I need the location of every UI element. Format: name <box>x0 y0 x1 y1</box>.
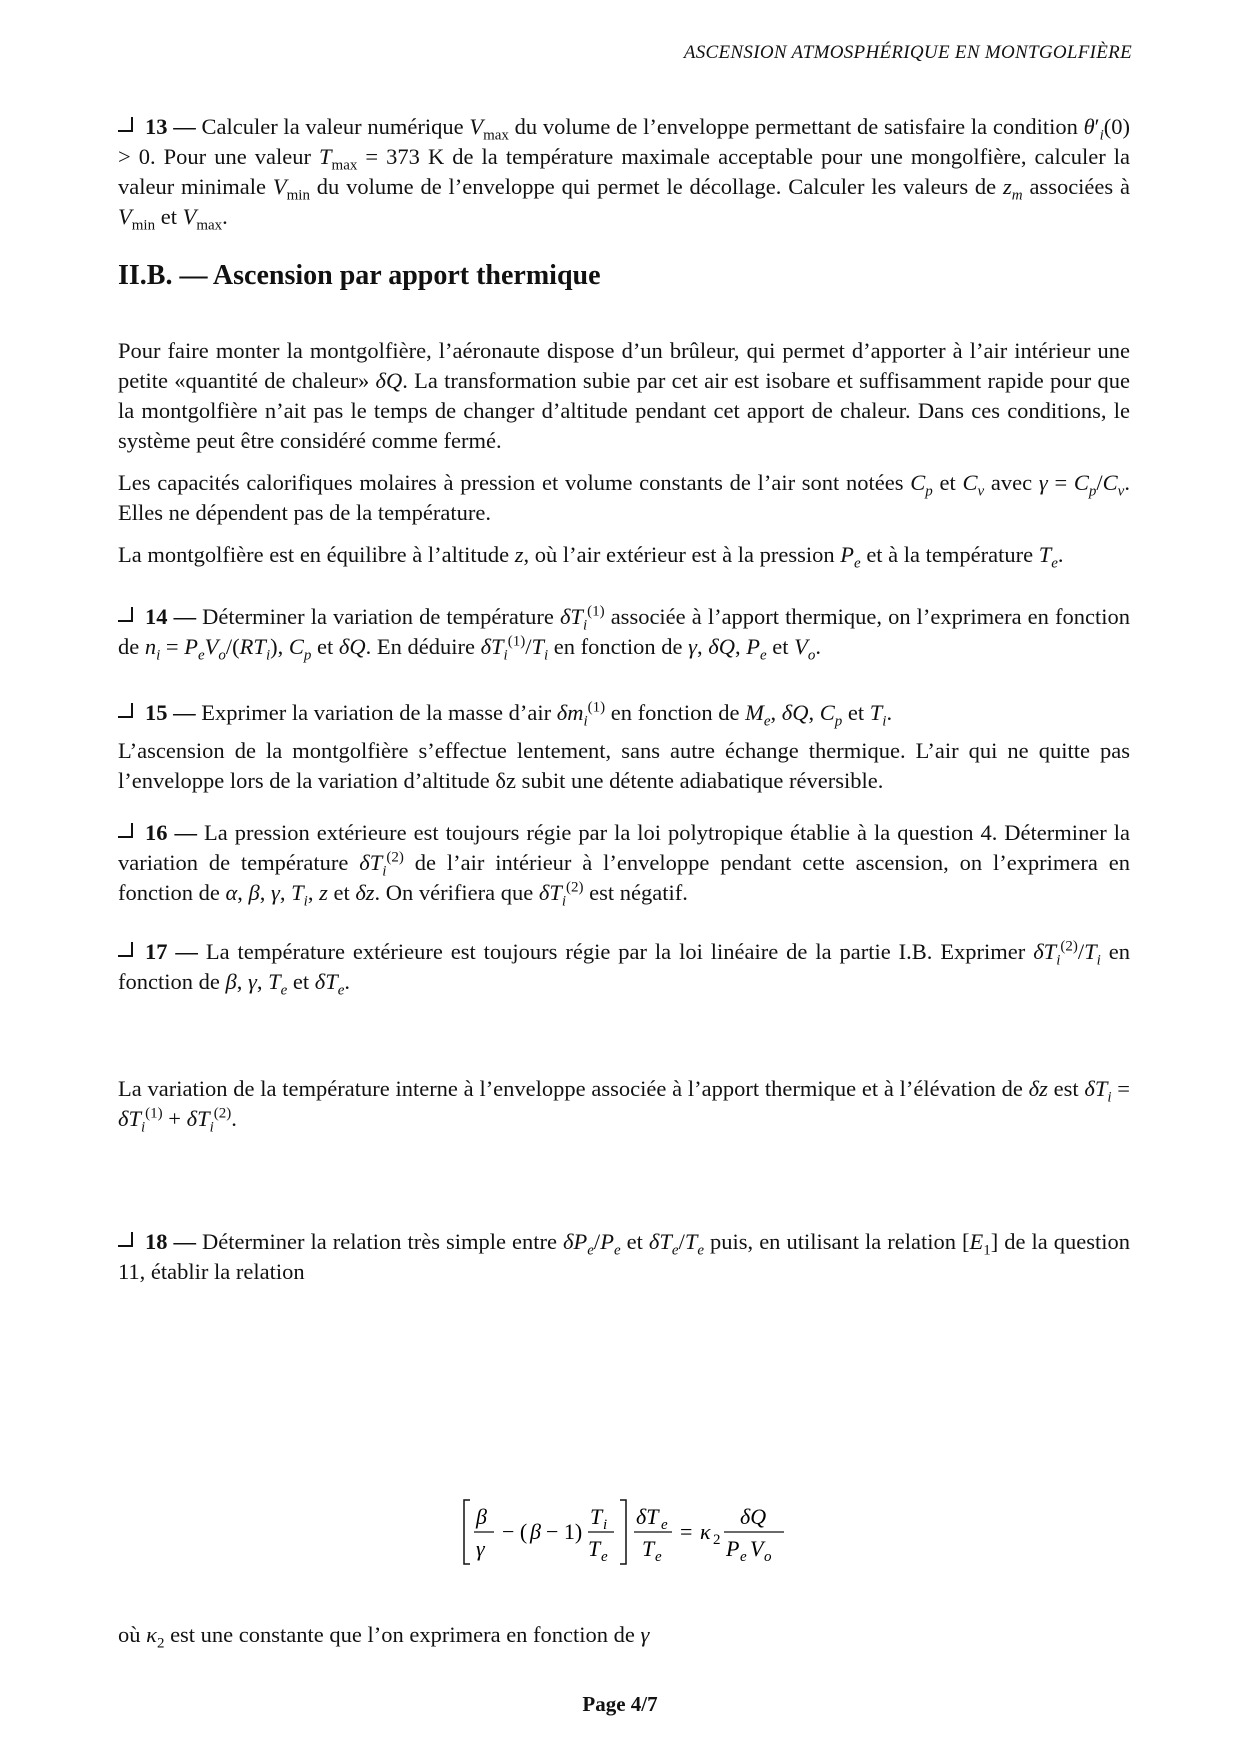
question-16 <box>118 818 1130 908</box>
svg-text:− (: − ( <box>502 1519 528 1544</box>
page-number: Page 4/7 <box>582 1692 658 1716</box>
svg-text:P: P <box>726 1536 740 1561</box>
question-17 <box>118 937 1130 997</box>
q16-text: 16 — La pression extérieure est toujours régie par la loi polytropique établie à la question 4. Déterminer la variation de température $\delta T_i^{(2)}$ de l’air intérieur à l’enveloppe pendant cette ascension, on l’exprimera en fonction de α, β, γ, $T_i$, z et δz. On vérifiera que $\delta T_i^{(2)}$ est négatif. <box>118 820 1130 910</box>
question-15 <box>118 698 1130 796</box>
question-13 <box>118 112 1130 232</box>
svg-text:T: T <box>590 1504 603 1529</box>
formula-relation <box>462 1492 802 1572</box>
svg-text:γ: γ <box>476 1536 485 1561</box>
svg-text:i: i <box>603 1517 608 1533</box>
section-title: II.B. — Ascension par apport thermique <box>118 260 601 291</box>
question-18 <box>118 1227 1130 1287</box>
q14-text: 14 — Déterminer la variation de température $\delta T_i^{(1)}$ associée à l’apport thermique, on l’exprimera en fonction de $n_i = P_eV_o/(RT_i)$, $C_p$ et δQ. En déduire $\delta T_i^{(1)}/T_i$ en fonction de γ, δQ, $P_e$ et $V_o$. <box>118 603 1130 664</box>
svg-text:e: e <box>601 1549 608 1565</box>
intro-paragraphs <box>118 336 1130 570</box>
checkbox-icon <box>118 117 133 132</box>
intro-p1: Pour faire monter la montgolfière, l’aéronaute dispose d’un brûleur, qui permet d’apporter à l’air intérieur une petite «quantité de chaleur» δQ. La transformation subie par cet air est isobare et suffisamment rapide pour que la montgolfière n’ait pas le temps de changer d’altitude pendant cet apport de chaleur. Dans ces conditions, le système peut être considéré comme fermé. <box>118 338 1130 453</box>
p-variation: La variation de la température interne à l’enveloppe associée à l’apport thermique et à l’élévation de δz est $\delta T_i = \delta T_i^{(1)} + \delta T_i^{(2)}$. <box>118 1076 1130 1136</box>
checkbox-icon <box>118 823 133 838</box>
q14-number: 14 — <box>145 604 197 629</box>
svg-text:κ: κ <box>700 1519 711 1544</box>
q13-number: 13 — <box>145 114 196 139</box>
checkbox-icon <box>118 942 133 957</box>
p-kappa: où $\kappa_2$ est une constante que l’on exprimera en fonction de γ <box>118 1622 650 1652</box>
variation-paragraph <box>118 1074 1130 1134</box>
intro-p2: Les capacités calorifiques molaires à pression et volume constants de l’air sont notées $C_p$ et $C_v$ avec $\gamma = C_p/C_v$. Elles ne dépendent pas de la température. <box>118 470 1130 525</box>
svg-text:δQ: δQ <box>740 1504 767 1529</box>
q17-text: 17 — La température extérieure est toujours régie par la loi linéaire de la partie I.B. Exprimer $\delta T_i^{(2)}/T_i$ en fonction de β, γ, $T_e$ et $\delta T_e$. <box>118 938 1130 999</box>
svg-text:T: T <box>588 1536 601 1561</box>
svg-text:e: e <box>740 1549 747 1565</box>
svg-text:β: β <box>530 1519 541 1544</box>
q18-number: 18 — <box>145 1229 197 1254</box>
svg-text:δT: δT <box>636 1504 659 1529</box>
svg-text:− 1): − 1) <box>546 1519 583 1544</box>
svg-text:V: V <box>750 1536 764 1561</box>
svg-text:=: = <box>680 1519 693 1544</box>
svg-text:o: o <box>764 1549 772 1565</box>
q15-text: 15 — Exprimer la variation de la masse d’air $\delta m_i^{(1)}$ en fonction de $M_e$, δQ, $C_p$ et $T_i$. <box>118 698 1130 728</box>
checkbox-icon <box>118 703 133 718</box>
running-header: ASCENSION ATMOSPHÉRIQUE EN MONTGOLFIÈRE <box>683 42 1132 63</box>
question-14 <box>118 602 1130 662</box>
kappa-paragraph <box>118 1620 1130 1650</box>
q13-text: 13 — Calculer la valeur numérique $V_{max}$ du volume de l’enveloppe permettant de satisfaire la condition $\theta'_i(0) > 0$. Pour une valeur $T_{max} = 373$ K de la température maximale acceptable pour une mongolfière, calculer la valeur minimale $V_{min}$ du volume de l’enveloppe qui permet le décollage. Calculer les valeurs de $z_m$ associées à $V_{min}$ et $V_{max}$. <box>118 114 1130 234</box>
svg-text:β: β <box>476 1504 487 1529</box>
checkbox-icon <box>118 1232 133 1247</box>
svg-text:2: 2 <box>713 1532 721 1548</box>
q16-number: 16 — <box>145 820 197 845</box>
intro-p3: La montgolfière est en équilibre à l’altitude z, où l’air extérieur est à la pression $P_e$ et à la température $T_e$. <box>118 542 1064 572</box>
q15-number: 15 — <box>145 700 196 725</box>
svg-text:e: e <box>661 1517 668 1533</box>
svg-text:T: T <box>642 1536 655 1561</box>
q18-text: 18 — Déterminer la relation très simple entre $\delta P_e/P_e$ et $\delta T_e/T_e$ puis, en utilisant la relation $[E_1]$ de la question 11, établir la relation <box>118 1229 1130 1284</box>
q17-number: 17 — <box>145 939 198 964</box>
p-adiabatic: L’ascension de la montgolfière s’effectue lentement, sans autre échange thermique. L’air qui ne quitte pas l’enveloppe lors de la variation d’altitude δz subit une détente adiabatique réversible. <box>118 738 1130 793</box>
svg-text:e: e <box>655 1549 662 1565</box>
formula-svg <box>462 1492 802 1572</box>
checkbox-icon <box>118 607 133 622</box>
